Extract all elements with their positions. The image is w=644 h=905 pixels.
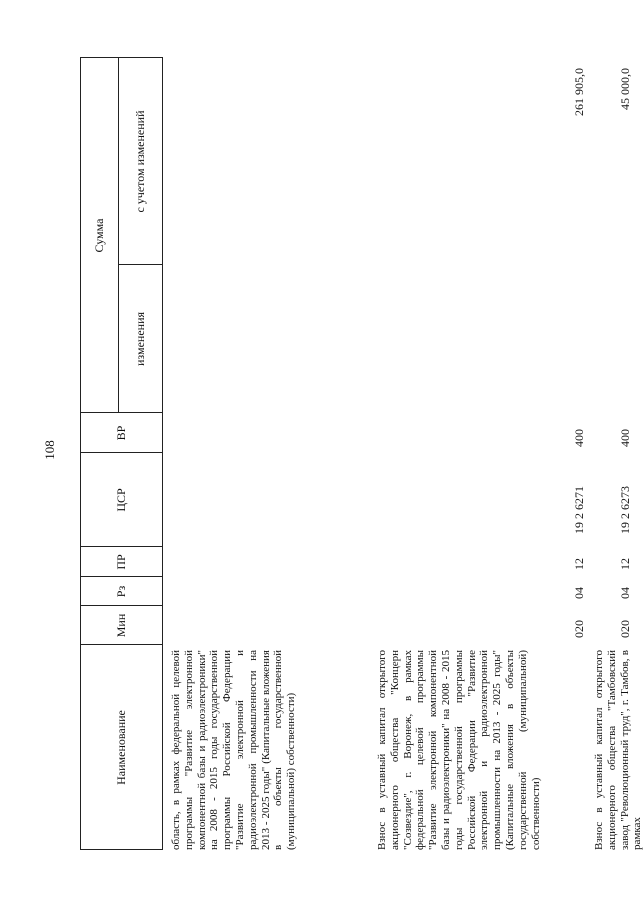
row-vr: 400 [618,429,632,447]
row-csr: 19 2 6273 [618,486,632,534]
row-name: область, в рамках федеральной целевой программы "Развитие электронной компонентной базы и радиоэлектроники" на 2008 - 2015 годы государственной программы Российской Федерации "Развитие электронной и радиоэлектронной промышленности на 2013 - 2025 годы" (Капитальные вложения в объекты государственной (муниципальной) собственности) [170,650,298,850]
page-number: 108 [42,440,57,460]
row-name: Взнос в уставный капитал открытого акционерного общества "Тамбовский завод "Революционный труд", г. Тамбов, в рамках [593,650,644,850]
header-name: Наименование [113,710,128,785]
row-sum-with-change: 261 905,0 [572,68,586,116]
row-sum-with-change: 45 000,0 [618,68,632,110]
row-pr: 12 [572,558,586,570]
row-min: 020 [572,620,586,638]
header-pr: ПР [113,554,128,570]
row-rz: 04 [572,587,586,599]
header-min: Мин [113,613,128,638]
row-vr: 400 [572,429,586,447]
table-row [376,58,586,850]
table-row [593,58,644,850]
table-row [170,58,350,850]
header-sum-with-change: с учетом изменений [132,110,147,213]
budget-table [80,58,644,850]
header-sum-change: изменения [132,311,147,367]
row-min: 020 [618,620,632,638]
header-vr: ВР [113,425,128,441]
row-rz: 04 [618,587,632,599]
row-name: Взнос в уставный капитал открытого акционерного общества "Концерн "Созвездие", г. Воронеж, в рамках федеральной целевой программы "Развитие электронной компонентной базы и радиоэлектроники" на 2008 - 2015 годы государственной программы Российской Федерации "Развитие электронной и радиоэлектронной промышленности на 2013 - 2025 годы" (Капитальные вложения в объекты государственной (муниципальной) собственности) [376,650,542,850]
header-rz: Рз [113,585,128,598]
header-csr: ЦСР [113,488,128,512]
row-csr: 19 2 6271 [572,486,586,534]
header-sum: Сумма [91,218,106,253]
table-header [80,58,162,850]
header-bottom-border [162,57,163,850]
row-pr: 12 [618,558,632,570]
